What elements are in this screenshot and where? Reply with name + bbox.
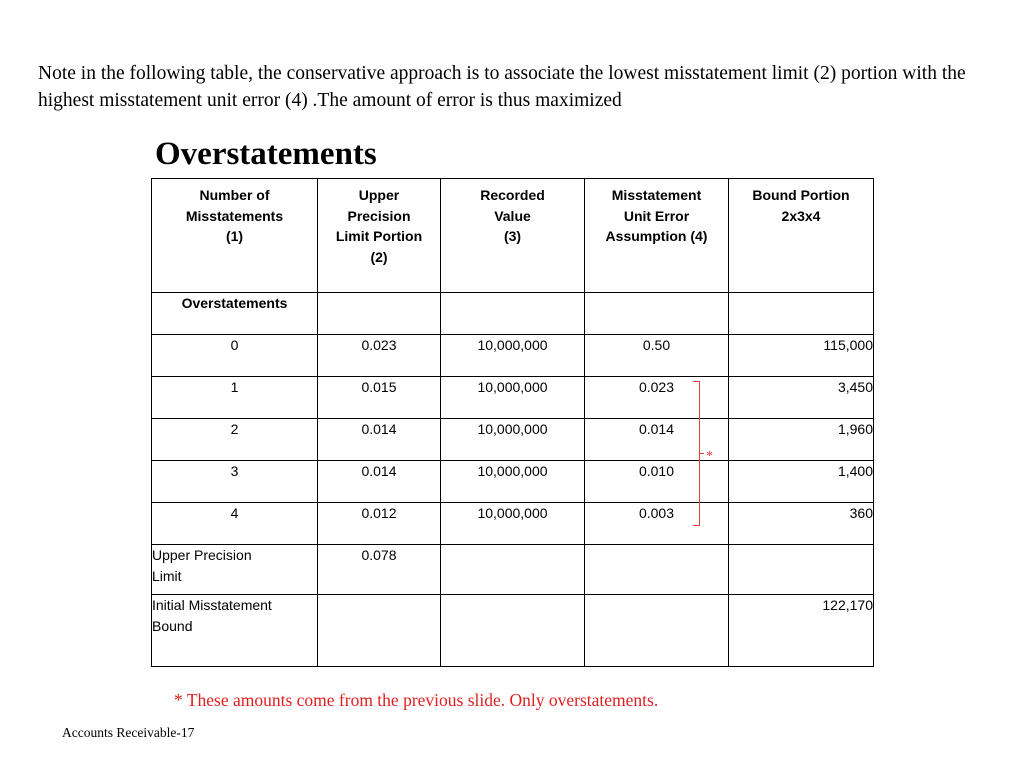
empty-cell: [318, 595, 441, 667]
table-row: [152, 461, 874, 503]
header-line: Misstatements: [185, 207, 284, 224]
cell-unit-error: 0.003: [585, 503, 729, 545]
table-row: [152, 335, 874, 377]
header-line: Precision: [347, 207, 411, 224]
red-bracket: [693, 381, 700, 526]
header-number-of-misstatements: [152, 179, 318, 293]
cell-unit-error: 0.023: [585, 377, 729, 419]
header-line: Assumption (4): [605, 228, 708, 244]
header-line: (1): [225, 228, 244, 244]
header-line: Bound Portion: [752, 187, 850, 203]
label-line: Limit: [152, 567, 182, 584]
section-row-overstatements: [152, 293, 874, 335]
table-row: [152, 503, 874, 545]
initial-misstatement-bound-label: [152, 595, 318, 667]
empty-cell: [441, 293, 585, 335]
header-line: Upper: [358, 187, 400, 203]
cell-limit-portion: 0.023: [318, 335, 441, 377]
cell-recorded-value: 10,000,000: [441, 461, 585, 503]
initial-misstatement-bound-row: [152, 595, 874, 667]
upper-precision-limit-row: [152, 545, 874, 595]
header-line: 2x3x4: [781, 207, 821, 224]
label-line: Upper Precision: [152, 547, 252, 563]
table-row: [152, 419, 874, 461]
cell-misstatements: 1: [152, 377, 318, 419]
cell-limit-portion: 0.015: [318, 377, 441, 419]
cell-bound-portion: 1,400: [729, 461, 874, 503]
empty-cell: [441, 595, 585, 667]
empty-cell: [585, 293, 729, 335]
cell-recorded-value: 10,000,000: [441, 377, 585, 419]
label-line: Bound: [152, 617, 193, 634]
header-line: Value: [494, 207, 531, 224]
empty-cell: [585, 595, 729, 667]
overstatements-table: [151, 178, 874, 667]
empty-cell: [729, 545, 874, 595]
footnote: * These amounts come from the previous slide. Only overstatements.: [174, 690, 659, 710]
header-line: (3): [503, 228, 522, 244]
empty-cell: [318, 293, 441, 335]
cell-misstatements: 3: [152, 461, 318, 503]
cell-limit-portion: 0.014: [318, 419, 441, 461]
cell-misstatements: 0: [152, 335, 318, 377]
cell-unit-error: 0.50: [585, 335, 729, 377]
header-recorded-value: [441, 179, 585, 293]
cell-limit-portion: 0.014: [318, 461, 441, 503]
initial-misstatement-bound-value: 122,170: [729, 595, 874, 667]
page-title: Overstatements: [155, 136, 377, 172]
cell-bound-portion: 1,960: [729, 419, 874, 461]
upper-precision-limit-label: [152, 545, 318, 595]
empty-cell: [441, 545, 585, 595]
header-line: Misstatement: [611, 187, 702, 203]
empty-cell: [585, 545, 729, 595]
table-row: [152, 377, 874, 419]
cell-recorded-value: 10,000,000: [441, 503, 585, 545]
cell-bound-portion: 3,450: [729, 377, 874, 419]
cell-unit-error: 0.014: [585, 419, 729, 461]
cell-bound-portion: 115,000: [729, 335, 874, 377]
cell-misstatements: 2: [152, 419, 318, 461]
cell-recorded-value: 10,000,000: [441, 335, 585, 377]
red-bracket-tick: [700, 453, 704, 454]
header-misstatement-unit-error: [585, 179, 729, 293]
cell-recorded-value: 10,000,000: [441, 419, 585, 461]
table-header-row: [152, 179, 874, 293]
upper-precision-limit-value: 0.078: [318, 545, 441, 595]
header-bound-portion: [729, 179, 874, 293]
bracket-asterisk: *: [706, 449, 713, 464]
cell-limit-portion: 0.012: [318, 503, 441, 545]
header-line: Recorded: [480, 187, 545, 203]
header-line: (2): [370, 248, 388, 265]
cell-misstatements: 4: [152, 503, 318, 545]
header-line: Limit Portion: [335, 228, 423, 244]
label-line: Initial Misstatement: [152, 597, 272, 613]
header-line: Number of: [199, 187, 270, 203]
intro-paragraph: Note in the following table, the conservative approach is to associate the lowest misstatement limit (2) portion with the highest misstatement unit error (4) .The amount of error is thus maximized: [38, 63, 966, 111]
header-line: Unit Error: [623, 207, 690, 224]
header-upper-precision-limit-portion: [318, 179, 441, 293]
section-label: Overstatements: [152, 293, 318, 335]
cell-bound-portion: 360: [729, 503, 874, 545]
slide-footer: Accounts Receivable-17: [62, 725, 195, 740]
cell-unit-error: 0.010: [585, 461, 729, 503]
empty-cell: [729, 293, 874, 335]
